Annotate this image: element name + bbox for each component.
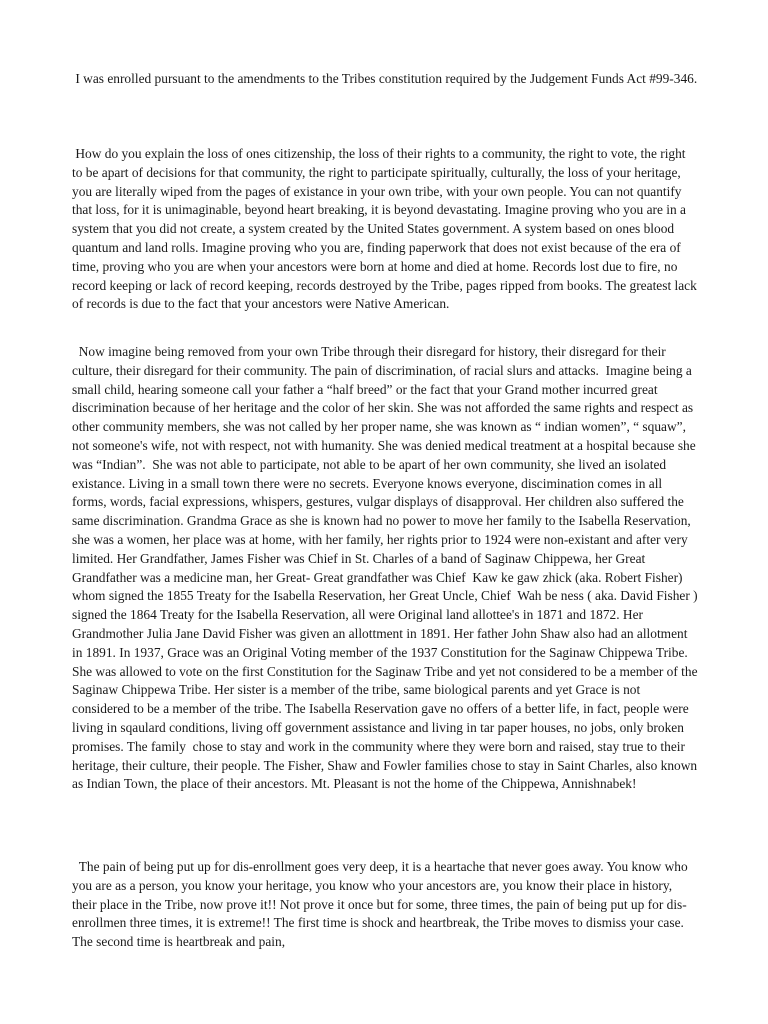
paragraph-loss-of-citizenship: How do you explain the loss of ones citizenship, the loss of their rights to a community, the right to vote, the right to be apart of decisions for that community, the right to participate spiritually, culturally, the loss of your heritage, you are literally wiped from the pages of existance in your own tribe, with your own people. You can not quantify that loss, for it is unimaginable, beyond heart breaking, it is beyond devastating. Imagine proving who you are in a system that you did not create, a system created by the United States government. A system based on ones blood quantum and land rolls. Imagine proving who you are, finding paperwork that does not exist because of the era of time, proving who you are when your ancestors were born at home and died at home. Records lost due to fire, no record keeping or lack of record keeping, records destroyed by the Tribe, pages ripped from books. The greatest lack of records is due to the fact that your ancestors were Native American. xyxy=(72,146,701,312)
paragraph-family-history: Now imagine being removed from your own Tribe through their disregard for history, their disregard for their culture, their disregard for their community. The pain of discrimination, of racial slurs and attacks. Imagine being a small child, hearing someone call your father a “half breed” or the fact that your Grand mother incurred great discrimination because of her heritage and the color of her skin. She was not afforded the same rights and respect as other community members, she was not called by her proper name, she was known as “ indian women”, “ squaw”, not someone's wife, not with respect, not with humanity. She was denied medical treatment at a hospital because she was “Indian”. She was not able to participate, not able to be apart of her own community, she lived an isolated existance. Living in a small town there were no secrets. Everyone knows everyone, discimination comes in all forms, words, facial expressions, whispers, gestures, vulgar displays of disapproval. Her children also suffered the same discrimination. Grandma Grace as she is known had no power to move her family to the Isabella Reservation, she was a women, her place was at home, with her family, her rights prior to 1924 were non-existant and after very limited. Her Grandfather, James Fisher was Chief in St. Charles of a band of Saginaw Chippewa, her Great Grandfather was a medicine man, her Great- Great grandfather was Chief Kaw ke gaw zhick (aka. Robert Fisher) whom signed the 1855 Treaty for the Isabella Reservation, her Great Uncle, Chief Wah be ness ( aka. David Fisher ) signed the 1864 Treaty for the Isabella Reservation, all were Original land allottee's in 1871 and 1872. Her Grandmother Julia Jane David Fisher was given an allottment in 1891. Her father John Shaw also had an allotment in 1891. In 1937, Grace was an Original Voting member of the 1937 Constitution for the Saginaw Chippewa Tribe. She was allowed to vote on the first Constitution for the Saginaw Tribe and yet not considered to be a member of the Saginaw Chippewa Tribe. Her sister is a member of the tribe, same biological parents and yet Grace is not considered to be a member of the tribe. The Isabella Reservation gave no offers of a better life, in fact, people were living in sqaulard conditions, living off government assistance and living in tar paper houses, no jobs, only broken promises. The family chose to stay and work in the community where they were born and raised, stay true to their heritage, their culture, their people. The Fisher, Shaw and Fowler families chose to stay in Saint Charles, also known as Indian Town, the place of their ancestors. Mt. Pleasant is not the home of the Chippewa, Annishnabek! xyxy=(72,344,701,792)
paragraph-enrollment-statement: I was enrolled pursuant to the amendments to the Tribes constitution required by the Judgement Funds Act #99-346. xyxy=(72,71,698,86)
paragraph-dis-enrollment-pain: The pain of being put up for dis-enrollment goes very deep, it is a heartache that never goes away. You know who you are as a person, you know your heritage, you know who your ancestors are, you know their place in history, their place in the Tribe, now prove it!! Not prove it once but for some, three times, the pain of being put up for dis-enrollmen three times, it is extreme!! The first time is shock and heartbreak, the Tribe moves to dismiss your case. The second time is heartbreak and pain, xyxy=(72,859,692,950)
